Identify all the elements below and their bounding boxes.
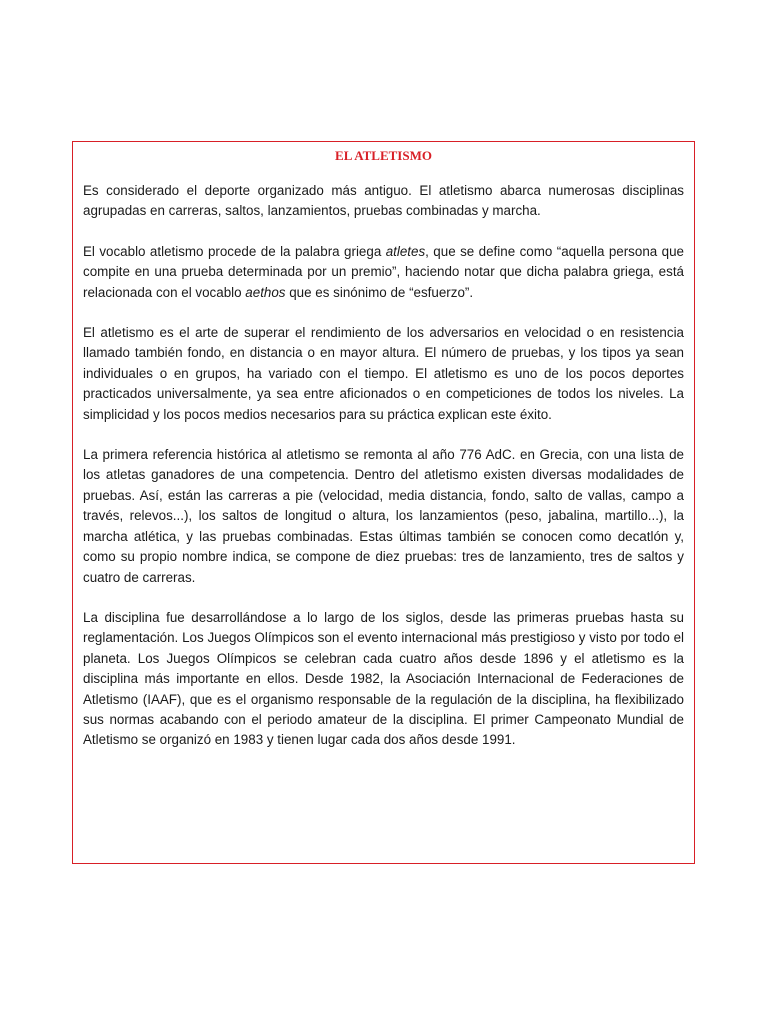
document-title: EL ATLETISMO (335, 148, 432, 163)
bordered-text-box (72, 141, 695, 864)
paragraph-3: El atletismo es el arte de superar el rendimiento de los adversarios en velocidad o en resistencia llamado también fondo, en distancia o en mayor altura. El número de pruebas, y los tipos ya sean individuales o en grupos, ha variado con el tiempo. El atletismo es uno de los pocos deportes practicados universalmente, ya sea entre aficionados o en competiciones de todos los niveles. La simplicidad y los pocos medios necesarios para su práctica explican este éxito. (83, 325, 684, 422)
paragraph-2 (83, 242, 684, 303)
paragraph-2-part-3: que es sinónimo de “esfuerzo”. (285, 284, 474, 300)
italic-word-atletes: atletes (385, 243, 426, 259)
paragraph-4: La primera referencia histórica al atletismo se remonta al año 776 AdC. en Grecia, con una lista de los atletas ganadores de una competencia. Dentro del atletismo existen diversas modalidades de pruebas. Así, están las carreras a pie (velocidad, media distancia, fondo, salto de vallas, campo a través, relevos...), los saltos de longitud o altura, los lanzamientos (peso, jabalina, martillo...), la marcha atlética, y las pruebas combinadas. Estas últimas también se conocen como decatlón y, como su propio nombre indica, se compone de diez pruebas: tres de lanzamiento, tres de saltos y cuatro de carreras. (83, 447, 684, 585)
paragraph-5: La disciplina fue desarrollándose a lo largo de los siglos, desde las primeras pruebas hasta su reglamentación. Los Juegos Olímpicos son el evento internacional más prestigioso y visto por todo el planeta. Los Juegos Olímpicos se celebran cada cuatro años desde 1896 y el atletismo es la disciplina más importante en ellos. Desde 1982, la Asociación Internacional de Federaciones de Atletismo (IAAF), que es el organismo responsable de la regulación de la disciplina, ha flexibilizado sus normas acabando con el periodo amateur de la disciplina. El primer Campeonato Mundial de Atletismo se organizó en 1983 y tienen lugar cada dos años desde 1991. (83, 609, 684, 748)
paragraph-1: Es considerado el deporte organizado más antiguo. El atletismo abarca numerosas disciplinas agrupadas en carreras, saltos, lanzamientos, pruebas combinadas y marcha. (83, 183, 684, 219)
italic-word-aethos: aethos (245, 284, 286, 300)
paragraph-2-part-2: , que se define como “aquella persona que compite en una prueba determinada por un premio”, haciendo notar que dicha palabra griega, está relacionada con el vocablo (83, 243, 684, 300)
paragraph-2-part-1: El vocablo atletismo procede de la palabra griega (83, 243, 386, 259)
